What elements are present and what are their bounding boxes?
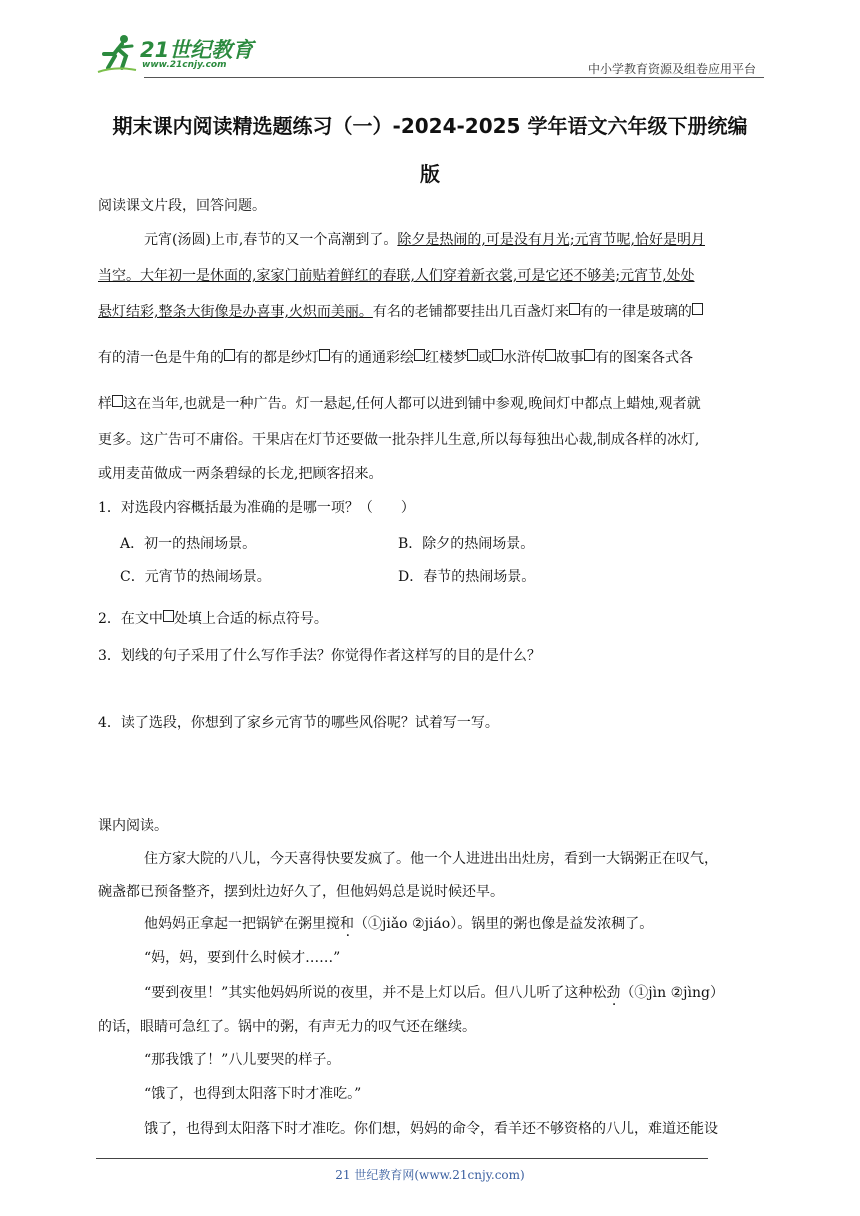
passage2-line-8: “饿了，也得到太阳落下时才准吃。” — [144, 1086, 362, 1102]
dotted-char: 劲 — [606, 985, 621, 1001]
q1-option-d: D．春节的热闹场景。 — [398, 569, 536, 585]
passage1-line-1 — [144, 230, 705, 250]
passage2-line-5 — [144, 983, 724, 1003]
site-logo — [96, 32, 266, 78]
part1-instruction: 阅读课文片段，回答问题。 — [98, 198, 266, 214]
underlined-text: 除夕是热闹的,可是没有月光;元宵节呢,恰好是明月 — [397, 232, 705, 248]
header-divider — [144, 77, 764, 78]
passage2-line-4: “妈，妈，要到什么时候才……” — [144, 950, 341, 966]
blank-box — [224, 349, 235, 361]
question-2 — [98, 609, 328, 629]
passage-text: 他妈妈正拿起一把锅铲在粥里搅 — [144, 916, 340, 932]
passage1-line-2: 当空。大年初一是休面的,家家门前贴着鲜红的春联,人们穿着新衣裳,可是它还不够美;元宵节,处处 — [98, 268, 695, 284]
page-header — [96, 32, 766, 80]
underlined-text: 悬灯结彩,整条大街像是办喜事,火炽而美丽。 — [98, 304, 373, 320]
question-text: 2．在文中 — [98, 611, 163, 627]
passage2-line-9: 饿了，也得到太阳落下时才准吃。你们想，妈妈的命令，看羊还不够资格的八儿，难道还能设 — [144, 1121, 718, 1137]
passage-text: 有的清一色是牛角的 — [98, 350, 224, 366]
passage1-line-3 — [98, 302, 703, 322]
blank-box — [467, 349, 478, 361]
title-line-1: 期末课内阅读精选题练习（一）-2024-2025 学年语文六年级下册统编 — [112, 114, 748, 138]
passage-text: （①jiǎo ②jiáo）。锅里的粥也像是益发浓稠了。 — [354, 916, 654, 932]
blank-box — [414, 349, 425, 361]
passage-text: 有的都是纱灯 — [235, 350, 319, 366]
passage-text: 有名的老铺都要挂出几百盏灯来 — [372, 304, 569, 320]
q1-option-b: B．除夕的热闹场景。 — [398, 536, 535, 552]
question-3: 3．划线的句子采用了什么写作手法？你觉得作者这样写的目的是什么？ — [98, 648, 541, 664]
platform-name: 中小学教育资源及组卷应用平台 — [587, 62, 756, 76]
passage-text: 故事 — [556, 350, 584, 366]
passage-text: 有的一律是玻璃的 — [579, 304, 692, 320]
passage1-line-5 — [98, 394, 701, 414]
blank-box — [692, 303, 703, 315]
blank-box — [569, 303, 580, 315]
part2-instruction: 课内阅读。 — [98, 818, 168, 834]
q1-option-c: C．元宵节的热闹场景。 — [120, 569, 271, 585]
passage-text: “要到夜里！”其实他妈妈所说的夜里，并不是上灯以后。但八儿听了这种松 — [144, 985, 607, 1001]
blank-box — [319, 349, 330, 361]
passage2-line-1: 住方家大院的八儿，今天喜得快要发疯了。他一个人进进出出灶房，看到一大锅粥正在叹气， — [144, 851, 718, 867]
question-text: 处填上合适的标点符号。 — [173, 611, 328, 627]
passage-text: （①jìn ②jìng） — [620, 985, 724, 1001]
question-4: 4．读了选段，你想到了家乡元宵节的哪些风俗呢？试着写一写。 — [98, 715, 499, 731]
blank-box — [163, 610, 174, 622]
blank-box — [584, 349, 595, 361]
passage-text: 这在当年,也就是一种广告。灯一悬起,任何人都可以进到铺中参观,晚间灯中都点上蜡烛,观者就 — [123, 396, 701, 412]
title-line-2: 版 — [420, 162, 440, 186]
passage-text: 或 — [478, 350, 492, 366]
passage2-line-2: 碗盏都已预备整齐，摆到灶边好久了，但他妈妈总是说时候还早。 — [98, 884, 504, 900]
passage-text: 有的通通彩绘 — [330, 350, 414, 366]
passage-text: 水浒传 — [503, 350, 545, 366]
passage-text: 元宵(汤圆)上市,春节的又一个高潮到了。 — [144, 232, 398, 248]
q1-option-a: A．初一的热闹场景。 — [120, 536, 257, 552]
passage-text: 红楼梦 — [425, 350, 467, 366]
document-title — [90, 102, 770, 198]
blank-box — [112, 395, 123, 407]
passage1-line-7: 或用麦苗做成一两条碧绿的长龙,把顾客招来。 — [98, 466, 383, 482]
footer-divider — [96, 1158, 708, 1159]
page-footer: 21 世纪教育网(www.21cnjy.com) — [335, 1168, 525, 1182]
passage-text: 有的图案各式各 — [595, 350, 693, 366]
passage-text: 样 — [98, 396, 112, 412]
runner-logo-icon — [96, 32, 140, 76]
logo-text: 21世纪教育 — [140, 38, 254, 62]
blank-box — [492, 349, 503, 361]
question-1: 1．对选段内容概括最为准确的是哪一项？（ ） — [98, 500, 415, 516]
passage2-line-3 — [144, 914, 653, 934]
blank-box — [545, 349, 556, 361]
passage1-line-6: 更多。这广告可不庸俗。干果店在灯节还要做一批杂拌儿生意,所以每每独出心裁,制成各样的冰灯, — [98, 432, 700, 448]
logo-url: www.21cnjy.com — [142, 60, 227, 70]
dotted-char: 和 — [340, 916, 354, 932]
passage2-line-7: “那我饿了！”八儿要哭的样子。 — [144, 1052, 341, 1068]
passage1-line-4 — [98, 348, 693, 368]
passage2-line-6: 的话，眼睛可急红了。锅中的粥，有声无力的叹气还在继续。 — [98, 1019, 476, 1035]
